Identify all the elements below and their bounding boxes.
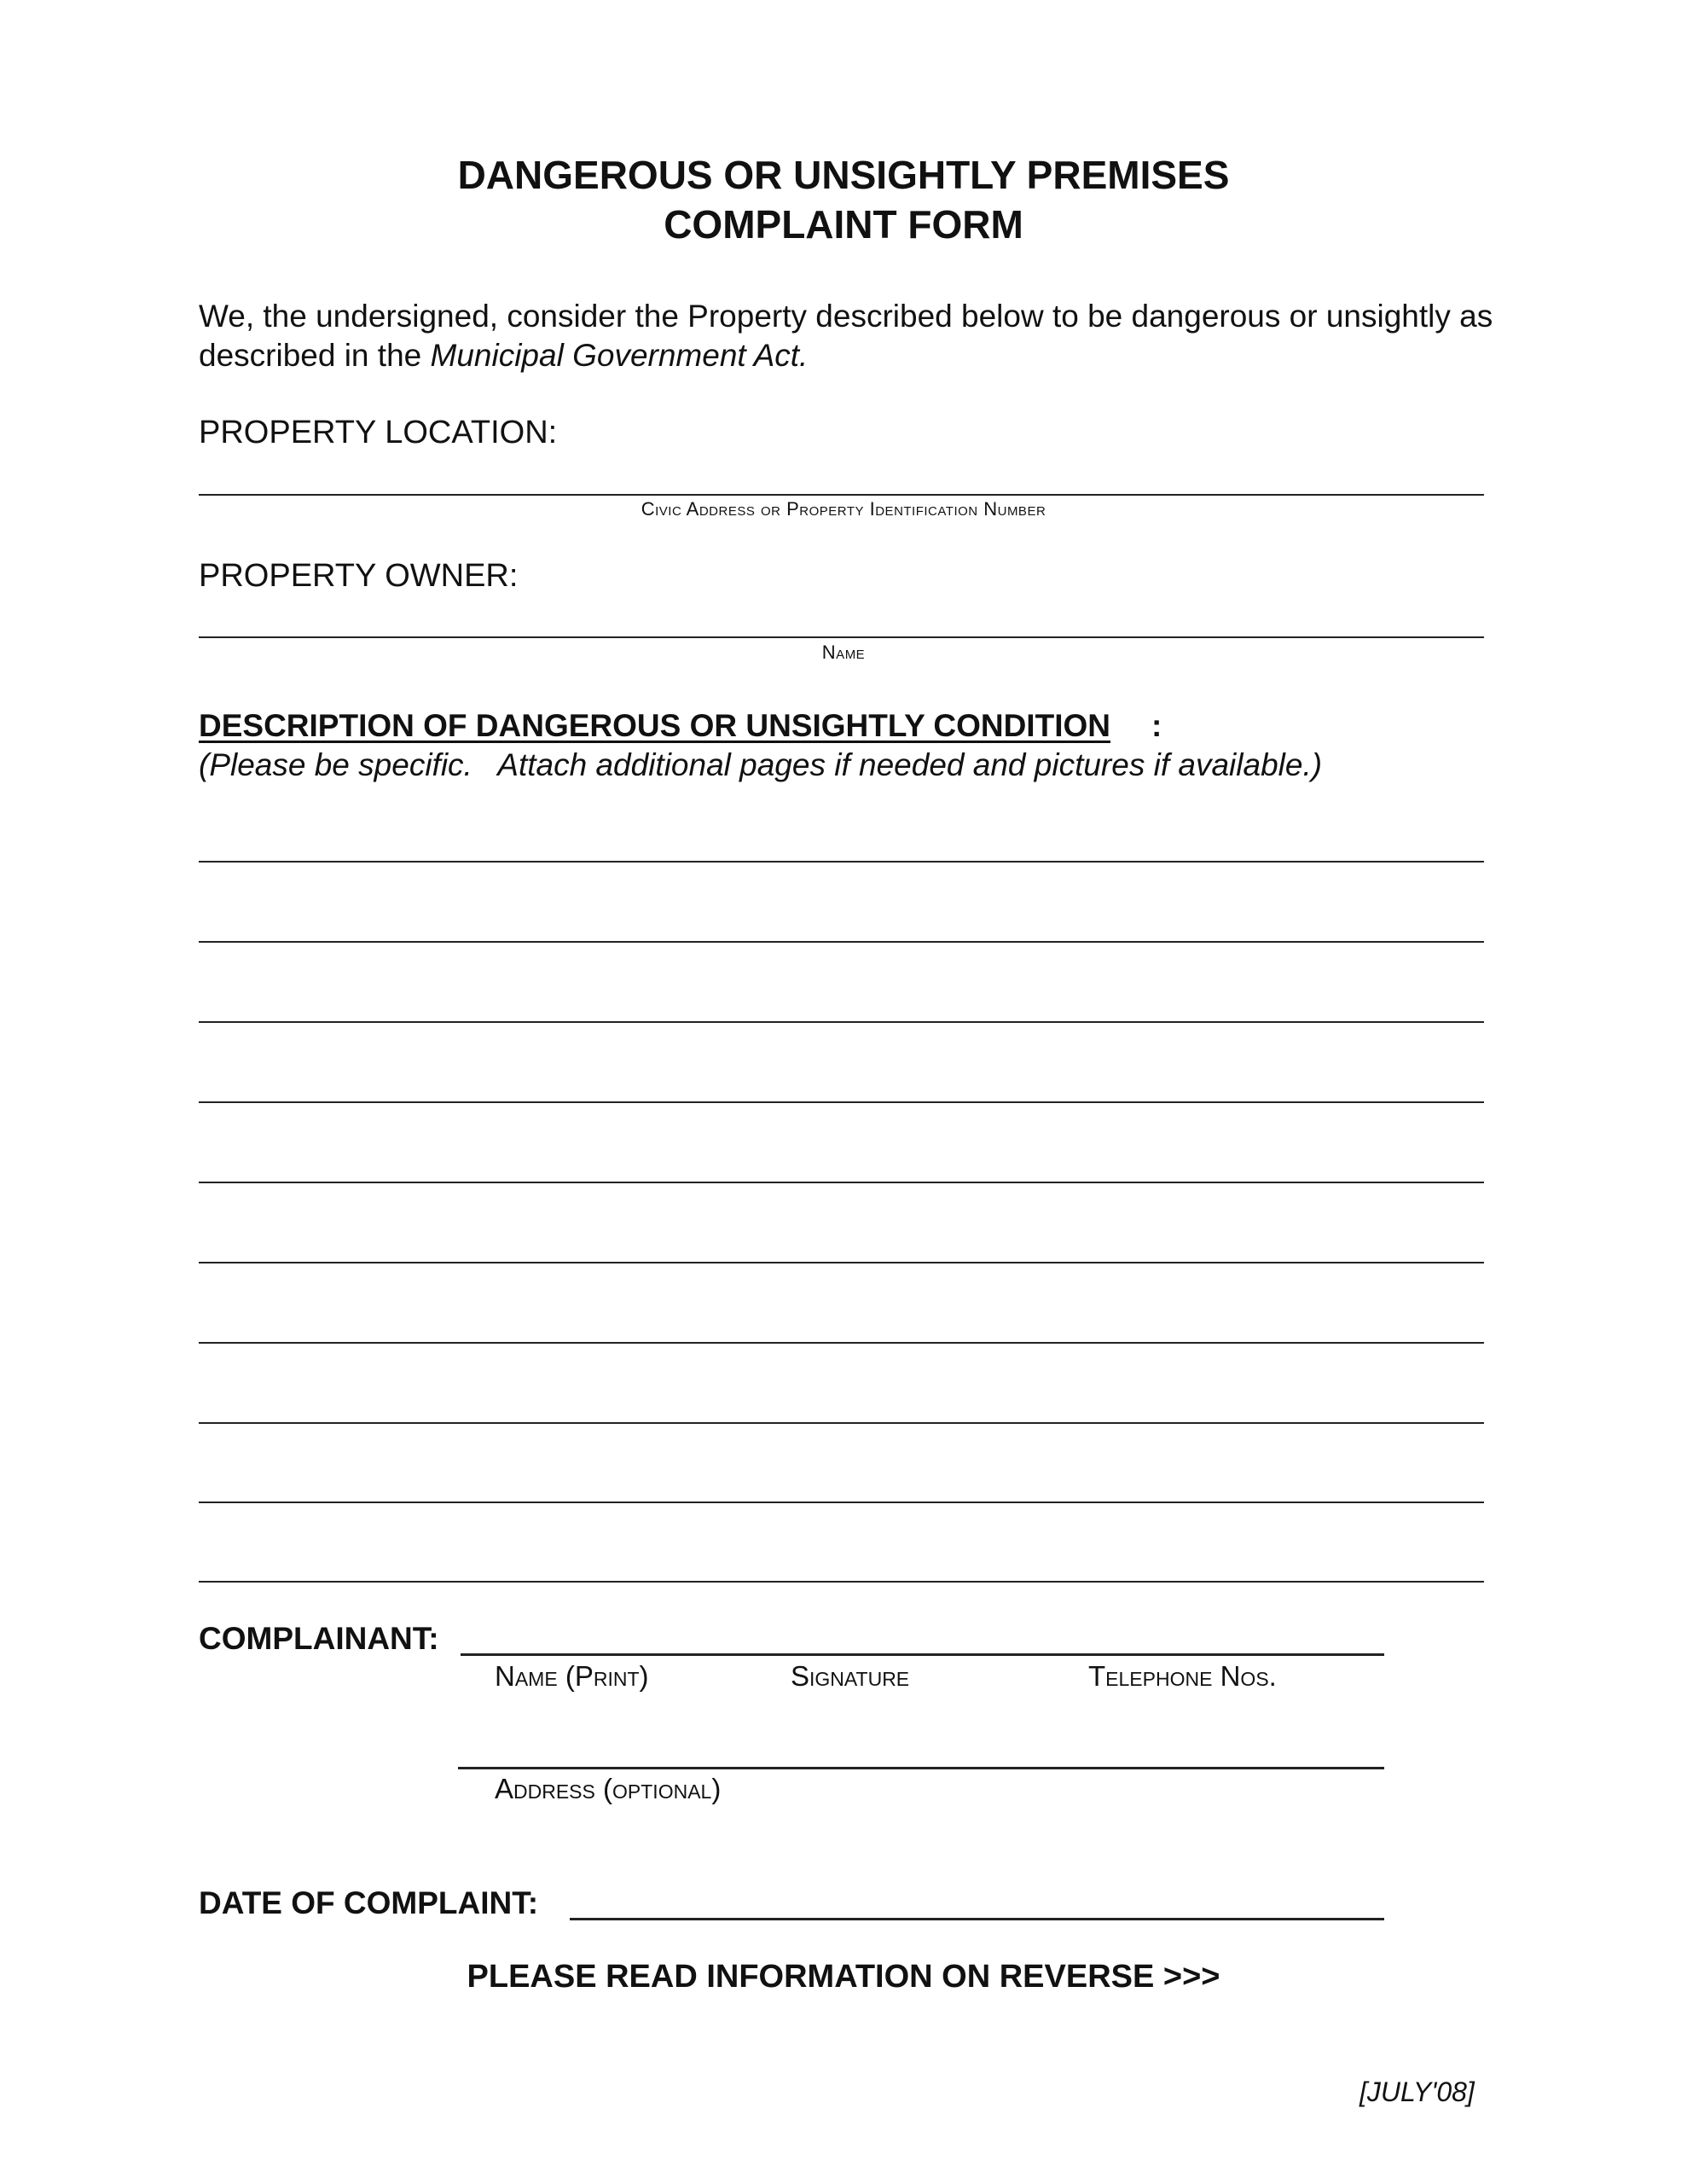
- property-location-caption: Civic Address or Property Identification Number: [641, 498, 1046, 520]
- signature-caption: Signature: [791, 1660, 910, 1692]
- description-line-10[interactable]: [199, 1581, 1484, 1583]
- date-of-complaint-line[interactable]: [570, 1918, 1384, 1920]
- address-line[interactable]: [458, 1767, 1384, 1769]
- description-line-7[interactable]: [199, 1342, 1484, 1344]
- description-line-9[interactable]: [199, 1502, 1484, 1503]
- description-heading: DESCRIPTION OF DANGEROUS OR UNSIGHTLY CONDITION: [199, 708, 1110, 743]
- description-line-3[interactable]: [199, 1021, 1484, 1023]
- intro-text: We, the undersigned, consider the Property described below to be dangerous or unsightly as described in the: [199, 299, 1493, 373]
- date-of-complaint-label: DATE OF COMPLAINT:: [199, 1885, 539, 1920]
- intro-act-name: Municipal Government Act.: [430, 338, 809, 373]
- revision-date: [JULY'08]: [1359, 2077, 1475, 2107]
- property-owner-label: PROPERTY OWNER:: [199, 558, 519, 594]
- property-owner-caption: Name: [821, 642, 866, 663]
- property-location-label: PROPERTY LOCATION:: [199, 415, 558, 450]
- complainant-label: COMPLAINANT:: [199, 1621, 439, 1656]
- address-caption: Address (optional): [495, 1773, 722, 1804]
- telephone-caption: Telephone Nos.: [1088, 1660, 1277, 1692]
- description-line-1[interactable]: [199, 861, 1484, 863]
- form-title-line-1: DANGEROUS OR UNSIGHTLY PREMISES: [457, 153, 1230, 197]
- property-location-line[interactable]: [199, 494, 1484, 496]
- property-owner-line[interactable]: [199, 636, 1484, 638]
- description-line-4[interactable]: [199, 1101, 1484, 1103]
- description-colon: :: [1151, 708, 1162, 743]
- description-line-2[interactable]: [199, 941, 1484, 943]
- name-print-caption: Name (Print): [495, 1660, 649, 1692]
- description-instructions: (Please be specific. Attach additional pages if needed and pictures if available.): [199, 747, 1323, 782]
- form-title-line-2: COMPLAINT FORM: [664, 202, 1023, 247]
- intro-paragraph: [199, 297, 1495, 375]
- complainant-line[interactable]: [461, 1653, 1384, 1656]
- reverse-note: PLEASE READ INFORMATION ON REVERSE >>>: [467, 1959, 1220, 1995]
- description-line-6[interactable]: [199, 1262, 1484, 1263]
- description-line-5[interactable]: [199, 1182, 1484, 1183]
- description-line-8[interactable]: [199, 1422, 1484, 1424]
